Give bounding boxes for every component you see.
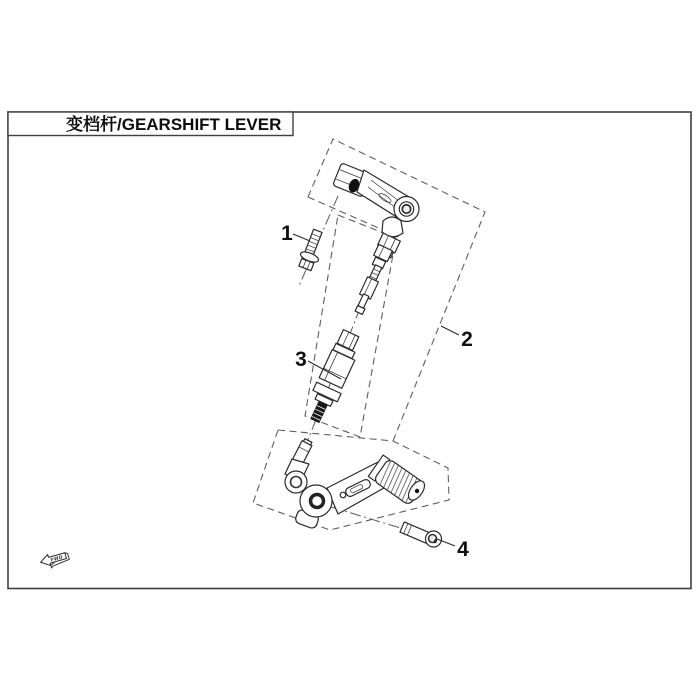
fwd-direction-marker [39, 549, 70, 570]
callout-3: 3 [295, 348, 307, 371]
part-socket-bolt [400, 522, 442, 547]
leader-2 [441, 326, 459, 335]
fwd-label: FWD [50, 554, 64, 564]
page-title: 变档杆/GEARSHIFT LEVER [66, 115, 282, 134]
title-block [8, 112, 293, 136]
part-threaded-rod [355, 244, 392, 314]
callout-2: 2 [461, 328, 473, 351]
callout-1: 1 [281, 222, 293, 245]
leader-1 [293, 234, 310, 241]
callout-4: 4 [457, 538, 469, 561]
part-flange-bolt [299, 229, 322, 270]
rod-end-bearing [394, 197, 419, 222]
part-pedal-lever [285, 438, 428, 529]
threaded-stud [311, 401, 327, 422]
part-shift-arm [333, 163, 419, 258]
